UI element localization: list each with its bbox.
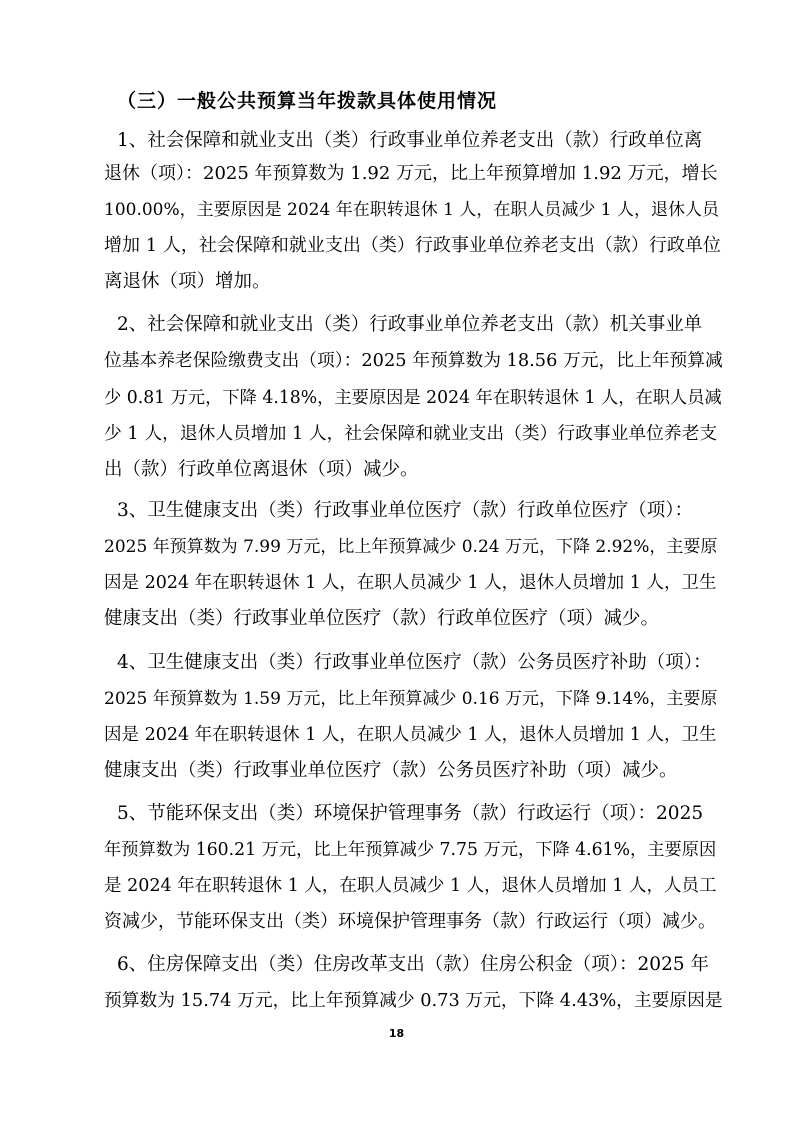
- paragraph-line: 2025 年预算数为 7.99 万元，比上年预算减少 0.24 万元，下降 2.92%，主要原: [104, 537, 718, 557]
- paragraph-line: 健康支出（类）行政事业单位医疗（款）行政单位医疗（项）减少。: [104, 608, 660, 629]
- paragraph-line: 5、节能环保支出（类）环境保护管理事务（款）行政运行（项）：2025: [117, 803, 704, 824]
- paragraph-line: 少 0.81 万元，下降 4.18%，主要原因是 2024 年在职转退休 1 人，在职人员减: [104, 388, 722, 408]
- paragraph-line: 离退休（项）增加。: [104, 271, 271, 292]
- paragraph-line: 位基本养老保险缴费支出（项）：2025 年预算数为 18.56 万元，比上年预算减: [104, 351, 723, 371]
- paragraph-line: 出（款）行政单位离退休（项）减少。: [104, 459, 419, 480]
- paragraph-line: 增加 1 人，社会保障和就业支出（类）行政事业单位养老支出（款）行政单位: [104, 235, 721, 256]
- section-heading: （三）一般公共预算当年拨款具体使用情况: [117, 90, 498, 112]
- paragraph-line: 少 1 人，退休人员增加 1 人，社会保障和就业支出（类）行政事业单位养老支: [104, 424, 718, 444]
- paragraph-line: 年预算数为 160.21 万元，比上年预算减少 7.75 万元，下降 4.61%，主要原因: [104, 840, 717, 860]
- paragraph-line: 因是 2024 年在职转退休 1 人，在职人员减少 1 人，退休人员增加 1 人，卫生: [104, 573, 717, 593]
- paragraph-line: 4、卫生健康支出（类）行政事业单位医疗（款）公务员医疗补助（项）：: [117, 652, 712, 673]
- paragraph-line: 因是 2024 年在职转退休 1 人，在职人员减少 1 人，退休人员增加 1 人，卫生: [104, 725, 717, 745]
- paragraph-line: 资减少，节能环保支出（类）环境保护管理事务（款）行政运行（项）减少。: [104, 911, 716, 932]
- page-number: 18: [388, 1027, 405, 1040]
- paragraph-line: 1、社会保障和就业支出（类）行政事业单位养老支出（款）行政单位离: [117, 130, 703, 151]
- paragraph-line: 2、社会保障和就业支出（类）行政事业单位养老支出（款）机关事业单: [117, 314, 703, 335]
- paragraph-line: 100.00%，主要原因是 2024 年在职转退休 1 人，在职人员减少 1 人，退休人员: [104, 200, 719, 220]
- paragraph-line: 退休（项）：2025 年预算数为 1.92 万元，比上年预算增加 1.92 万元，增长: [104, 163, 718, 184]
- paragraph-line: 3、卫生健康支出（类）行政事业单位医疗（款）行政单位医疗（项）：: [117, 500, 694, 521]
- paragraph-line: 2025 年预算数为 1.59 万元，比上年预算减少 0.16 万元，下降 9.14%，主要原: [104, 689, 718, 709]
- paragraph-line: 预算数为 15.74 万元，比上年预算减少 0.73 万元，下降 4.43%，主要原因是: [104, 991, 723, 1011]
- paragraph-line: 6、住房保障支出（类）住房改革支出（款）住房公积金（项）：2025 年: [117, 954, 709, 975]
- paragraph-line: 健康支出（类）行政事业单位医疗（款）公务员医疗补助（项）减少。: [104, 760, 678, 781]
- paragraph-line: 是 2024 年在职转退休 1 人，在职人员减少 1 人，退休人员增加 1 人，人员工: [104, 876, 717, 896]
